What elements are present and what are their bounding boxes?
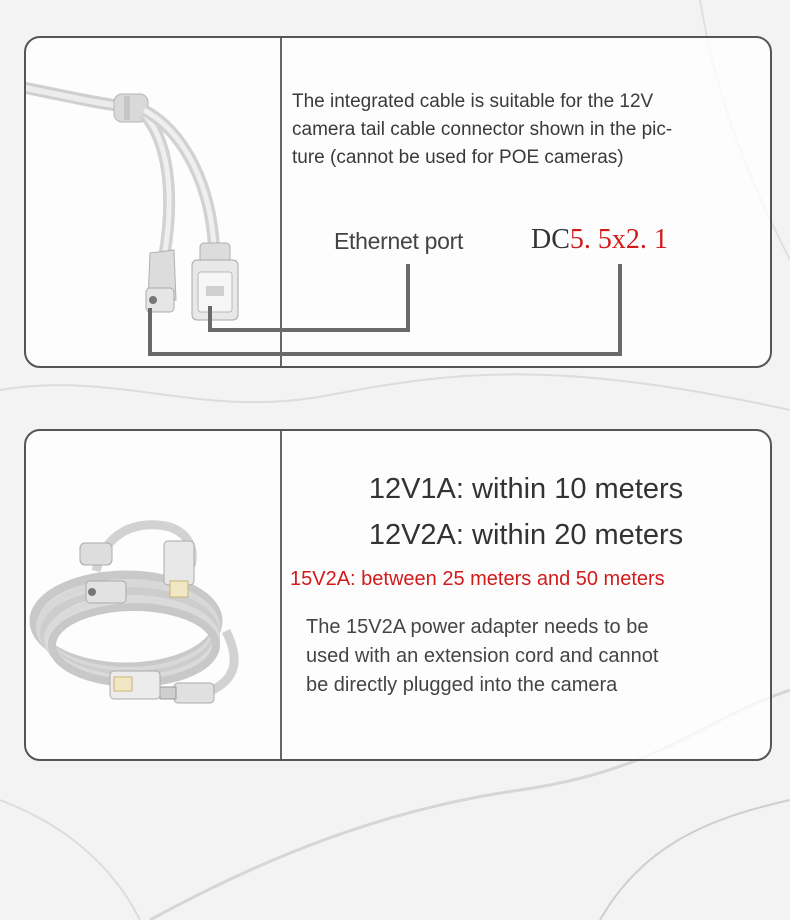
note-line: be directly plugged into the camera [306,674,618,696]
dc-size: 5. 5x2. 1 [569,224,668,255]
description-line: ture (cannot be used for POE cameras) [292,147,624,168]
dc-prefix: DC [531,224,570,255]
note-line: used with an extension cord and cannot [306,645,659,667]
cable-coil-illustration [26,431,282,759]
callout-lines [26,38,770,366]
power-distance-panel [24,429,772,761]
adapter-note [306,613,658,700]
ethernet-port-label: Ethernet port [334,228,464,254]
distance-12v1a: 12V1A: within 10 meters [368,473,684,505]
description-line: The integrated cable is suitable for the 12V [292,91,654,112]
description-line: camera tail cable connector shown in the pic- [292,119,673,140]
distance-15v2a: 15V2A: between 25 meters and 50 meters [290,568,665,590]
note-line: The 15V2A power adapter needs to be [306,616,649,638]
cable-connector-panel [24,36,772,368]
distance-12v2a: 12V2A: within 20 meters [368,519,684,551]
